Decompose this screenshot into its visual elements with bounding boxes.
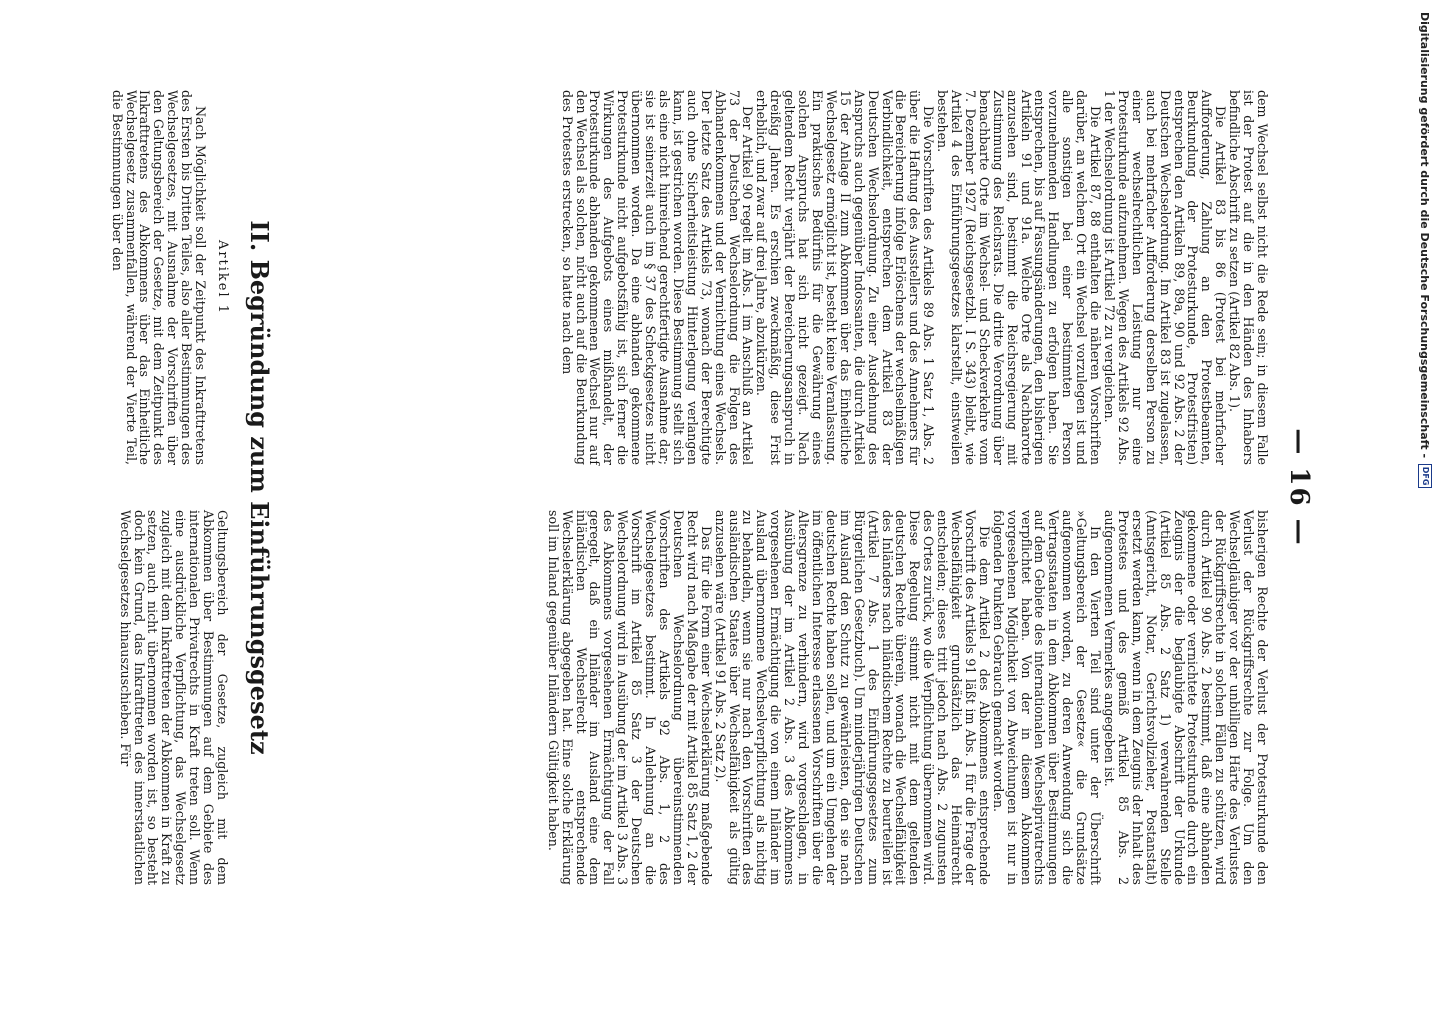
footer-text: Digitalisierung gefördert durch die Deutsche Forschungsgemeinschaft - [1418, 12, 1432, 459]
paragraph: bisherigen Rechte der Verlust der Protesturkunde den Verlust der Rückgriffsrechte zur Folge. Um den Wechselgläubiger vor der unbilligen Härte des Verlustes der Rückgriffsrechte in solchen Fällen zu schützen, wird durch Artikel 90 Abs. 2 bestimmt, daß eine abhanden gekommene oder vernichtete Protesturkunde durch ein Zeugnis der die beglaubigte Abschrift der Urkunde (Artikel 85 Abs. 2 Satz 1) verwahrenden Stelle (Amtsgericht, Notar, Gerichtsvollzieher, Postanstalt) ersetzt werden kann, wenn in dem Zeugnis der Inhalt des Protestes und des gemäß Artikel 85 Abs. 2 aufgenommenen Vermerkes angegeben ist. [1102, 510, 1270, 885]
dfg-logo: DFG [1418, 464, 1432, 488]
paragraph: Die dem Artikel 2 des Abkommens entsprechende Vorschrift des Artikels 91 läßt im Abs. 1 für die Frage der Wechselfähigkeit grundsätzlich das Heimatrecht entscheiden; dieses tritt jedoch nach Abs. 2 zugunsten des Ortes zurück, wo die Verpflichtung übernommen wird. Diese Regelung stimmt nicht mit dem geltenden deutschen Rechte überein, wonach die Wechselfähigkeit des Inländers nach inländischem Rechte zu beurteilen ist (Artikel 7 Abs. 1 des Einführungsgesetzes zum Bürgerlichen Gesetzbuch). Um minderjährigen Deutschen im Ausland den Schutz zu gewährleisten, den sie nach deutschen Rechte haben sollen, und um ein Umgehen der im öffentlichen Interesse erlassenen Vorschriften über die Altersgrenze zu verhindern, wird vorgeschlagen, in Ausübung der im Artikel 2 Abs. 3 des Abkommens vorgesehenen Ermächtigung die von einem Inländer im Ausland übernommene Wechselverpflichtung als nichtig zu behandeln, wenn sie nur nach den Vorschriften des ausländischen Staates über Wechselfähigkeit als gültig anzusehen wäre (Artikel 91 Abs. 2 Satz 2). [712, 510, 992, 885]
artikel-heading: Artikel 1 [215, 239, 230, 316]
paragraph: Geltungsbereich der Gesetze, zugleich mit dem Abkommen über Bestimmungen auf dem Gebiete des internationalen Privatrechts in Kraft treten soll. Wenn eine ausdrückliche Verpflichtung, das Wechselgesetz zugleich mit dem Inkrafttreten der Abkommen in Kraft zu setzen, auch nicht übernommen worden ist, so besteht doch kein Grund, das Inkrafttreten des innerstaatlichen Wechselgesetzes hinauszuschieben. Für [117, 510, 230, 885]
paragraph: dem Wechsel selbst nicht die Rede sein; in diesem Falle ist der Protest auf die in den Händen des Inhabers befindliche Abschrift zu setzen (Artikel 82 Abs. 1). [1227, 90, 1270, 465]
paragraph: Nach Möglichkeit soll der Zeitpunkt des Inkrafttretens des Ersten bis Dritten Teiles, also aller Bestimmungen des Wechselgesetzes, mit Ausnahme der Vorschriften über den Geltungsbereich der Gesetze, mit dem Zeitpunkt des Inkrafttretens des Abkommens über das Einheitliche Wechselgesetz zusammenfallen, während der Vierte Teil, die Bestimmungen über den [109, 90, 209, 465]
digitization-footer [1416, 0, 1434, 1012]
right-column-top [546, 510, 1269, 885]
right-column-bottom [118, 510, 229, 885]
document-sheet [109, 90, 1314, 885]
paragraph: Der Artikel 90 regelt im Abs. 1 im Anschluß an Artikel 73 der Deutschen Wechselordnung die Folgen des Abhandenkommens und der Vernichtung eines Wechsels. Der letzte Satz des Artikels 73, wonach der Berechtigte auch ohne Sicherheitsleistung Hinterlegung verlangen kann, ist gestrichen worden. Diese Bestimmung stellt sich als eine nicht hinreichend gerechtfertigte Ausnahme dar; sie ist seinerzeit auch im § 37 des Scheckgesetzes nicht übernommen worden. Da eine abhanden gekommene Protesturkunde nicht aufgebotsfähig ist, sich ferner die Wirkungen des Aufgebots eines mißhandelt, der Protesturkunde abhanden gekommenen Wechsel nur auf den Wechsel als solchen, nicht auch auf die Beurkundung des Protestes erstrecken, so hatte nach dem [559, 90, 756, 465]
page-number: — 16 — [1284, 428, 1314, 547]
paragraph: Die Artikel 83 bis 86 (Protest bei mehrfacher Aufforderung, Zahlung an den Protestbeamten, Beurkundung der Protesturkunde, Protestfristen) entsprechen den Artikeln 89, 89a, 90 und 92 Abs. 2 der Deutschen Wechselordnung. Im Artikel 83 ist zugelassen, auch bei mehrfacher Aufforderung derselben Person zu einer wechselrechtlichen Leistung nur eine Protesturkunde aufzunehmen. Wegen des Artikels 92 Abs. 1 der Wechselordnung ist Artikel 72 zu vergleichen. [1102, 90, 1229, 465]
paragraph: Die Artikel 87, 88 enthalten die näheren Vorschriften darüber, an welchem Ort ein Wechsel vorzulegen ist und alle sonstigen bei einer bestimmten Person vorzunehmenden Handlungen zu erfolgen haben. Sie entsprechen, bis auf Fassungsänderungen, den bisherigen Artikeln 91 und 91a. Welche Orte als Nachbarorte anzusehen sind, bestimmt die Reichsregierung mit Zustimmung des Reichsrats. Die dritte Verordnung über benachbarte Orte im Wechsel- und Scheckverkehre vom 7. Dezember 1927 (Reichsgesetzbl. I S. 343) bleibt, wie Artikel 4 des Einführungsgesetzes klarstellt, einstweilen bestehen. [935, 90, 1104, 465]
paragraph: Das für die Form einer Wechselerklärung maßgebende Recht wird nach Maßgabe der mit Artikel 85 Satz 1, 2 der Deutschen Wechselordnung übereinstimmenden Vorschriften des Artikels 92 Abs. 1, 2 des Wechselgesetzes bestimmt. In Anlehnung an die Vorschrift im Artikel 85 Satz 3 der Deutschen Wechselordnung wird in Ausübung der im Artikel 3 Abs. 3 des Abkommens vorgesehenen Ermächtigung der Fall geregelt, daß ein Inländer im Ausland eine dem inländischen Wechselrecht entsprechende Wechselerklärung abgegeben hat. Eine solche Erklärung soll im Inland gegenüber Inländern Gültigkeit haben. [545, 510, 714, 885]
left-column-top [560, 90, 1269, 465]
paragraph: Die Vorschriften des Artikels 89 Abs. 1 Satz 1, Abs. 2 über die Haftung des Ausstellers und des Annehmers für die Bereicherung infolge Erlöschens der wechselmäßigen Verbindlichkeit, entsprechen dem Artikel 83 der Deutschen Wechselordnung. Zu einer Ausdehnung des Anspruchs auch gegenüber Indossanten, die durch Artikel 15 der Anlage II zum Abkommen über das Einheitliche Wechselgesetz ermöglicht ist, besteht keine Veranlassung. Ein praktisches Bedürfnis für die Gewährung eines solchen Anspruchs hat sich nicht gezeigt. Nach geltendem Recht verjährt der Bereicherungsanspruch in dreißig Jahren. Es erschien zweckmäßig, diese Frist erheblich, und zwar auf drei Jahre, abzukürzen. [754, 90, 937, 465]
left-column-bottom [110, 90, 229, 465]
section-title: II. Begründung zum Einführungsgesetz [245, 220, 274, 755]
paragraph: In den Vierten Teil sind unter der Überschrift »Geltungsbereich der Gesetze« die Grundsätze aufgenommen worden, zu deren Anwendung sich die Vertragsstaaten in dem Abkommen über Bestimmungen auf dem Gebiete des internationalen Wechselprivatrechts verpflichtet haben. Von der in diesem Abkommen vorgesehenen Möglichkeit von Abweichungen ist nur in folgenden Punkten Gebrauch gemacht worden. [990, 510, 1104, 885]
